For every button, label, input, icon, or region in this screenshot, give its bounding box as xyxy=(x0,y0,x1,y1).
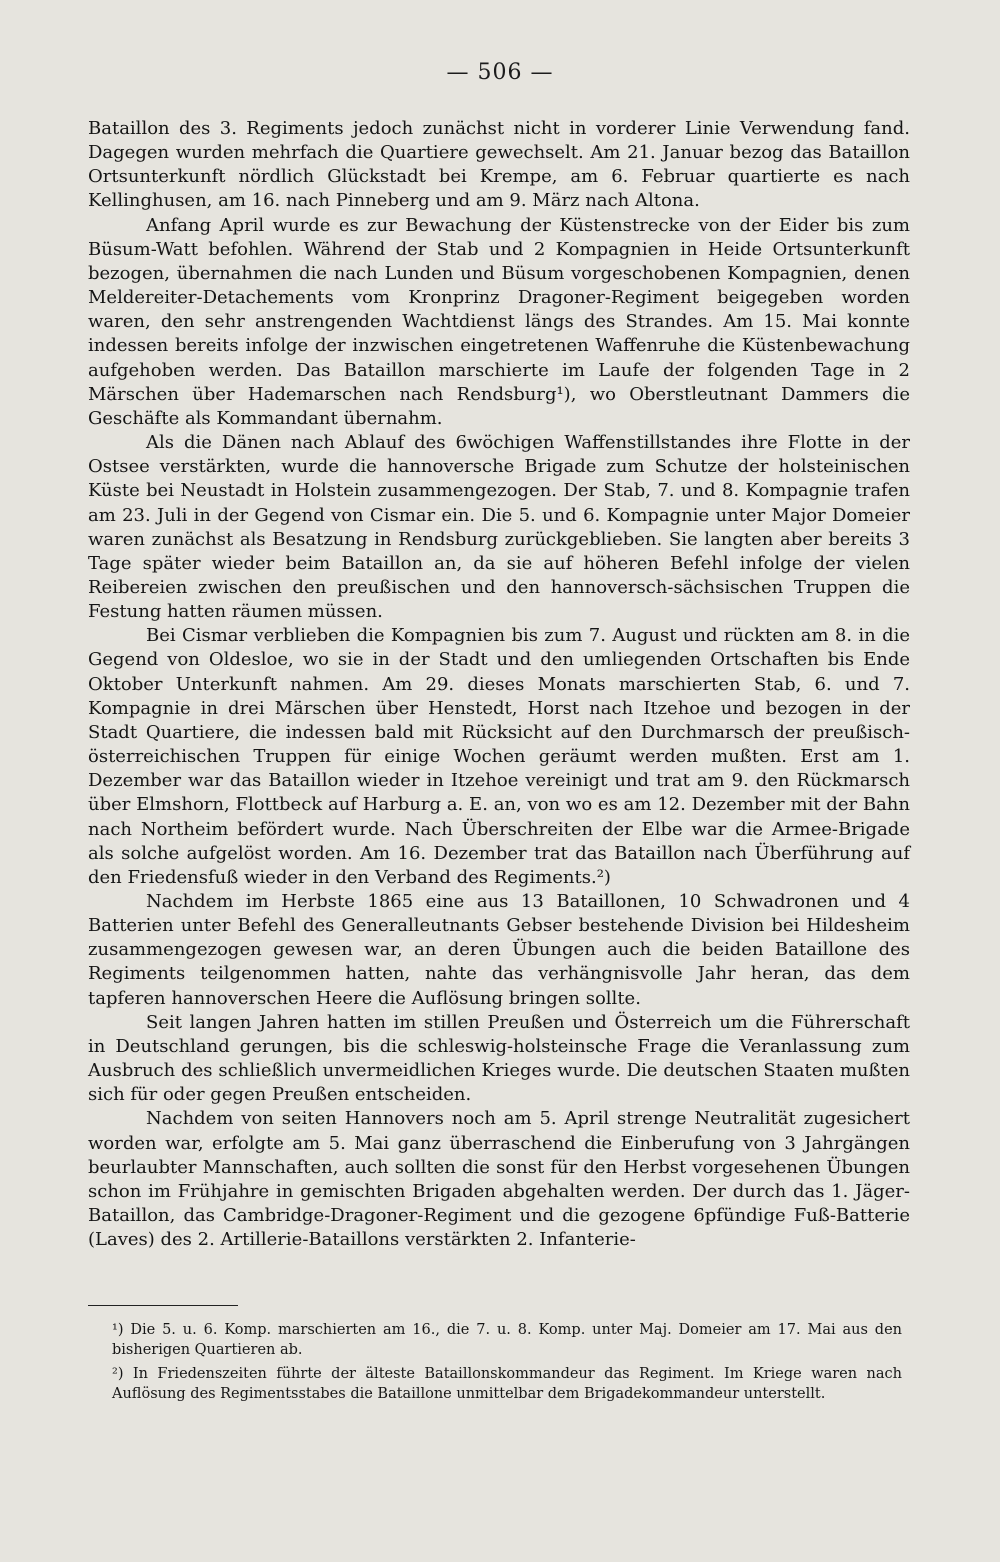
paragraph-1: Bataillon des 3. Regiments jedoch zunächst nicht in vorderer Linie Verwendung fand. Dagegen wurden mehrfach die Quartiere gewechselt. Am 21. Januar bezog das Bataillon Ortsunterkunft nördlich Glückstadt bei Krempe, am 6. Februar quartierte es nach Kellinghusen, am 16. nach Pinneberg und am 9. März nach Altona. xyxy=(88,118,910,212)
paragraph-2: Anfang April wurde es zur Bewachung der Küstenstrecke von der Eider bis zum Büsum-Watt befohlen. Während der Stab und 2 Kompagnien in Heide Ortsunterkunft bezogen, übernahmen die nach Lunden und Büsum vorgeschobenen Kompagnien, denen Meldereiter-Detachements vom Kronprinz Dragoner-Regiment beigegeben worden waren, den sehr anstrengenden Wachtdienst längs des Strandes. Am 15. Mai konnte indessen bereits infolge der inzwischen eingetretenen Waffenruhe die Küstenbewachung aufgehoben werden. Das Bataillon marschierte im Laufe der folgenden Tage in 2 Märschen über Hademarschen nach Rendsburg¹), wo Oberstleutnant Dammers die Geschäfte als Kommandant übernahm. xyxy=(88,214,910,429)
footnotes xyxy=(112,1320,902,1404)
paragraph-7: Nachdem von seiten Hannovers noch am 5. April strenge Neutralität zugesichert worden war, erfolgte am 5. Mai ganz überraschend die Einberufung von 3 Jahrgängen beurlaubter Mannschaften, auch sollten die sonst für den Herbst vorgesehenen Übungen schon im Frühjahre in gemischten Brigaden abgehalten werden. Der durch das 1. Jäger-Bataillon, das Cambridge-Dragoner-Regiment und die gezogene 6pfündige Fuß-Batterie (Laves) des 2. Artillerie-Bataillons verstärkten 2. Infanterie- xyxy=(88,1108,910,1251)
footnote-2: ²) In Friedenszeiten führte der älteste Bataillonskommandeur das Regiment. Im Kriege waren nach Auflösung des Regimentsstabes die Bataillone unmittelbar dem Brigadekommandeur unterstellt. xyxy=(112,1366,902,1402)
paragraph-4: Bei Cismar verblieben die Kompagnien bis zum 7. August und rückten am 8. in die Gegend von Oldesloe, wo sie in der Stadt und den umliegenden Ortschaften bis Ende Oktober Unterkunft nahmen. Am 29. dieses Monats marschierten Stab, 6. und 7. Kompagnie in drei Märschen über Henstedt, Horst nach Itzehoe und bezogen in der Stadt Quartiere, die indessen bald mit Rücksicht auf den Durchmarsch der preußisch-österreichischen Truppen für einige Wochen geräumt werden mußten. Erst am 1. Dezember war das Bataillon wieder in Itzehoe vereinigt und trat am 9. den Rückmarsch über Elmshorn, Flottbeck auf Harburg a. E. an, von wo es am 12. Dezember mit der Bahn nach Northeim befördert wurde. Nach Überschreiten der Elbe war die Armee-Brigade als solche aufgelöst worden. Am 16. Dezember trat das Bataillon nach Überführung auf den Friedensfuß wieder in den Verband des Regiments.²) xyxy=(88,625,910,888)
paragraph-3: Als die Dänen nach Ablauf des 6wöchigen Waffenstillstandes ihre Flotte in der Ostsee verstärkten, wurde die hannoversche Brigade zum Schutze der holsteinischen Küste bei Neustadt in Holstein zusammengezogen. Der Stab, 7. und 8. Kompagnie trafen am 23. Juli in der Gegend von Cismar ein. Die 5. und 6. Kompagnie unter Major Domeier waren zunächst als Besatzung in Rendsburg zurückgeblieben. Sie langten aber bereits 3 Tage später wieder beim Bataillon an, da sie auf höheren Befehl infolge der vielen Reibereien zwischen den preußischen und den hannoversch-sächsischen Truppen die Festung hatten räumen müssen. xyxy=(88,432,910,623)
body-text xyxy=(88,117,910,1252)
page-number: — 506 — xyxy=(446,60,554,85)
paragraph-6: Seit langen Jahren hatten im stillen Preußen und Österreich um die Führerschaft in Deutschland gerungen, bis die schleswig-holsteinsche Frage die Veranlassung zum Ausbruch des schließlich unvermeidlichen Krieges wurde. Die deutschen Staaten mußten sich für oder gegen Preußen entscheiden. xyxy=(88,1011,910,1106)
footnote-divider xyxy=(88,1305,238,1306)
paragraph-5: Nachdem im Herbste 1865 eine aus 13 Bataillonen, 10 Schwadronen und 4 Batterien unter Befehl des Generalleutnants Gebser bestehende Division bei Hildesheim zusammengezogen gewesen war, an deren Übungen auch die beiden Bataillone des Regiments teilgenommen hatten, nahte das verhängnisvolle Jahr heran, das dem tapferen hannoverschen Heere die Auflösung bringen sollte. xyxy=(88,891,910,1009)
footnote-1: ¹) Die 5. u. 6. Komp. marschierten am 16., die 7. u. 8. Komp. unter Maj. Domeier am 17. Mai aus den bisherigen Quartieren ab. xyxy=(112,1322,902,1358)
